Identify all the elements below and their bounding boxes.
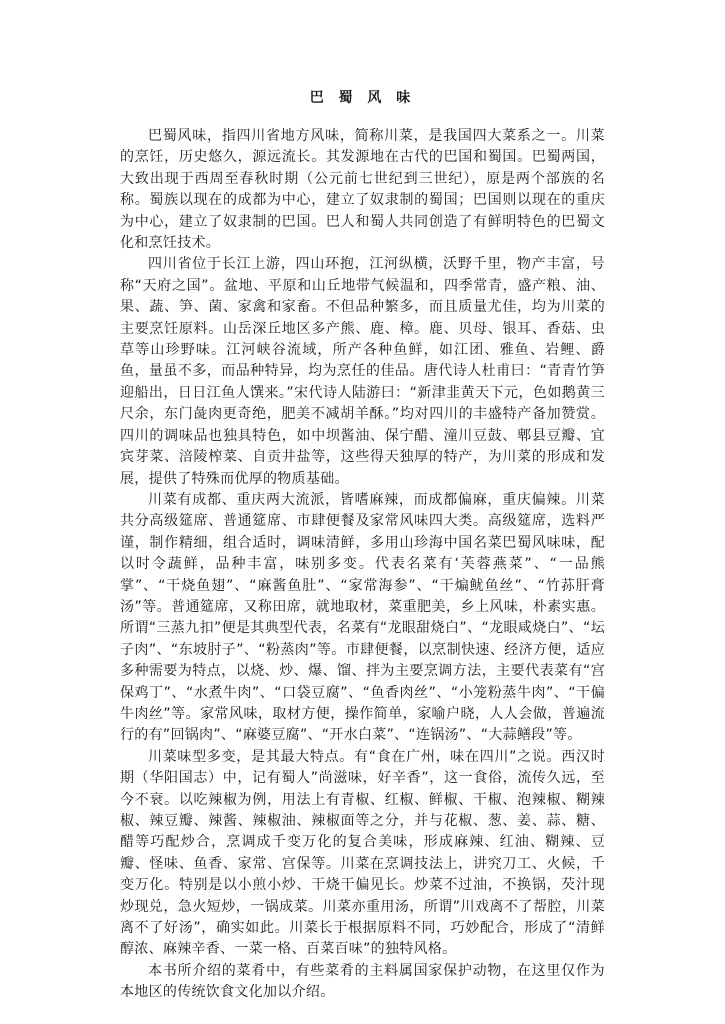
document-page bbox=[120, 88, 605, 1004]
paragraph-note: 本书所介绍的菜肴中，有些菜肴的主料属国家保护动物，在这里仅作为本地区的传统饮食文化加以介绍。 bbox=[120, 962, 605, 1001]
paragraph-flavors: 川菜味型多变，是其最大特点。有“食在广州，味在四川”之说。西汉时期（华阳国志）中，记有蜀人”尚滋味，好辛香”，这一食俗，流传久远，至今不衰。以吃辣椒为例，用法上有青椒、红椒、鲜椒、干椒、泡辣椒、糊辣椒、辣豆瓣、辣酱、辣椒油、辣椒面等之分，并与花椒、葱、姜、蒜、糖、醋等巧配炒合，烹调成千变万化的复合美味，形成麻辣、红油、糊辣、豆瓣、怪味、鱼香、家常、宫保等。川菜在烹调技法上，讲究刀工、火候，千变万化。特别是以小煎小炒、干烧干偏见长。炒菜不过油，不换锅，芡汁现炒现兑，急火短炒，一锅成菜。川菜亦重用汤，所谓”川戏离不了帮腔，川菜离不了好汤”，确实如此。川菜长于根据原料不同，巧妙配合，形成了“清鲜醇浓、麻辣辛香、一菜一格、百菜百味”的独特风格。 bbox=[120, 748, 605, 958]
paragraph-schools: 川菜有成都、重庆两大流派，皆嗜麻辣，而成都偏麻，重庆偏辣。川菜共分高级筵席、普通筵席、市肆便餐及家常风味四大类。高级筵席，选料严谨，制作精细，组合适时，调味清鲜，多用山珍海中国名菜巴蜀风味味，配以时令蔬鲜，品种丰富，味别多变。代表名菜有‘芙蓉燕菜”、“一品熊掌”、“干烧鱼翅”、“麻酱鱼肚”、“家常海参”、“干煸鱿鱼丝”、“竹荪肝膏汤”等。普通筵席，又称田席，就地取材，菜重肥美，乡上风味，朴素实惠。所谓“三蒸九扣”便是其典型代表，名菜有“龙眼甜烧白”、“龙眼咸烧白”、“坛子肉”、“东坡肘子”、“粉蒸肉”等。市肆便餐，以烹制快速、经济方便，适应多种需要为特点，以烧、炒、爆、馏、拌为主要烹调方法，主要代表菜有“宫保鸡丁”、“水煮牛肉”、“口袋豆腐”、“鱼香肉丝”、“小笼粉蒸牛肉”、“干偏牛肉丝”等。家常风味，取材方便，操作简单，家喻户晓，人人会做，普遍流行的有”回锅肉”、“麻婆豆腐”、“开水白菜”、“连锅汤”、“大蒜鳝段”等。 bbox=[120, 491, 605, 744]
document-body bbox=[120, 126, 605, 1004]
paragraph-geography: 四川省位于长江上游，四山环抱，江河纵横，沃野千里，物产丰富，号称“天府之国”。盆地、平原和山丘地带气候温和，四季常青，盛产粮、油、果、蔬、笋、菌、家禽和家畜。不但品种繁多，而且质量尤佳，均为川菜的主要烹饪原料。山岳深丘地区多产熊、鹿、樟。鹿、贝母、银耳、香菇、虫草等山珍野味。江河峡谷流域，所产各种鱼鲜，如江团、雅鱼、岩鲤、爵鱼，量虽不多，而品种特异，均为烹任的佳品。唐代诗人杜甫曰：“青青竹笋迎船出，日日江鱼人馔来。”宋代诗人陆游曰：“新津韭黄天下元，色如鹅黄三尺余，东门彘肉更奇绝，肥美不减胡羊酥。”均对四川的丰盛特产备加赞赏。四川的调味品也独具特色，如中坝酱油、保宁醋、潼川豆鼓、郫县豆瓣、宜宾芽菜、涪陵榨菜、自贡井盐等，这些得天独厚的特产，为川菜的形成和发展，提供了特殊而优厚的物质基础。 bbox=[120, 256, 605, 487]
page-title: 巴 蜀 风 味 bbox=[309, 90, 416, 106]
paragraph-intro: 巴蜀风味，指四川省地方风味，简称川菜，是我国四大菜系之一。川菜的烹饪，历史悠久，源远流长。其发源地在古代的巴国和蜀国。巴蜀两国，大致出现于西周至春秋时期（公元前七世纪到三世纪），原是两个部族的名称。蜀族以现在的成都为中心，建立了奴隶制的蜀国；巴国则以现在的重庆为中心，建立了奴隶制的巴国。巴人和蜀人共同创造了有鲜明特色的巴蜀文化和烹饪技术。 bbox=[120, 128, 605, 252]
